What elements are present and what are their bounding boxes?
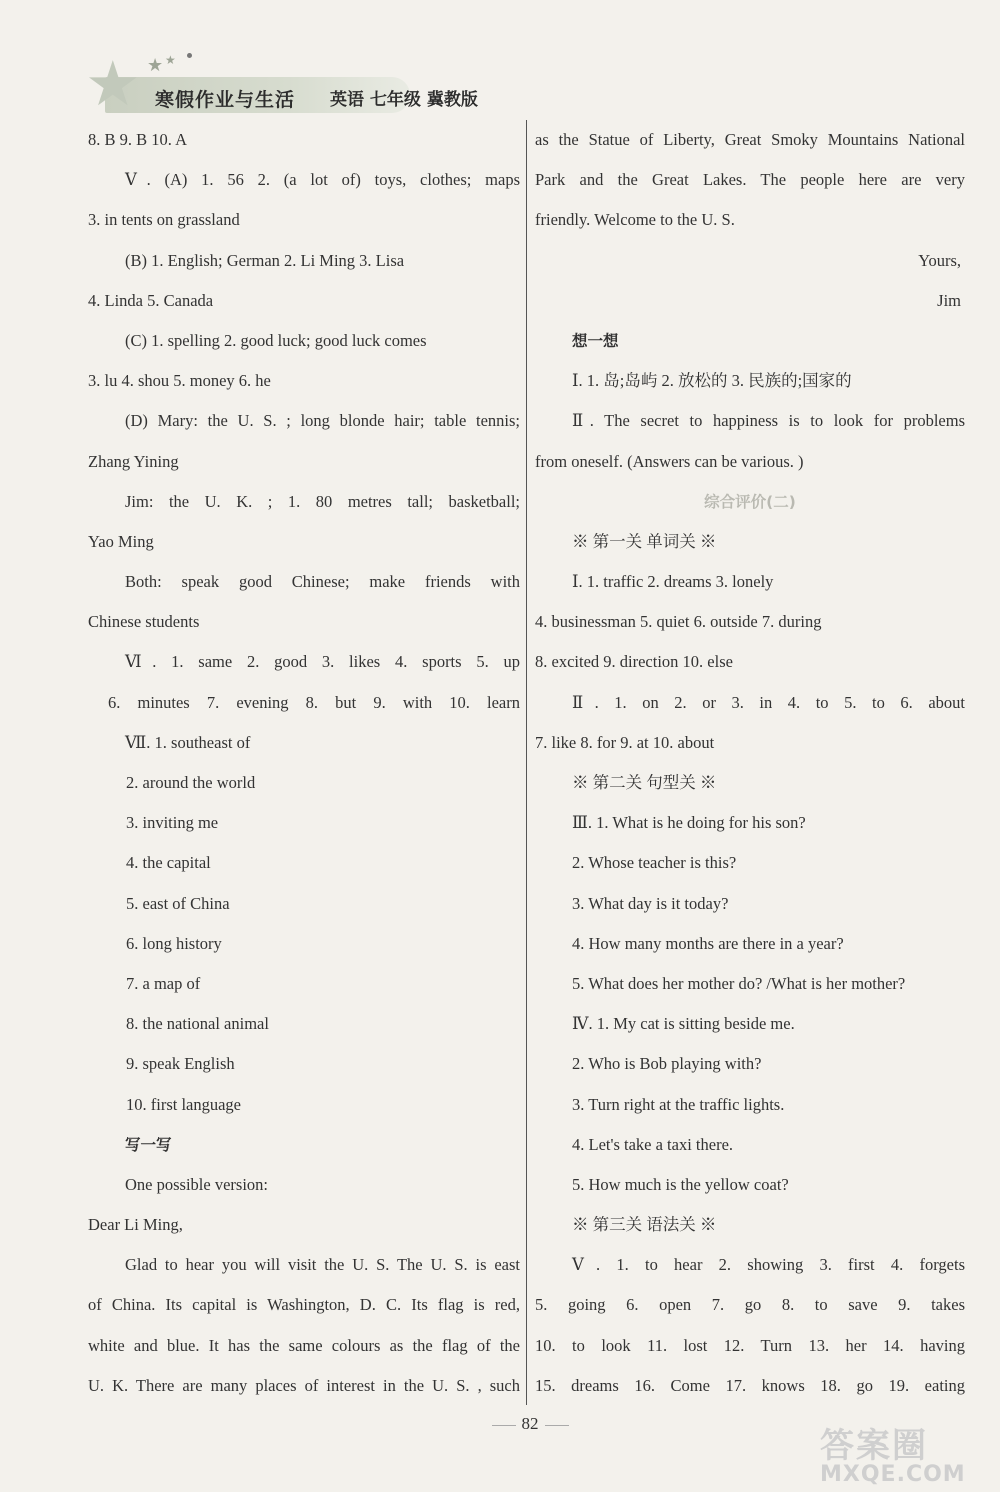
answer-line: 写一写 bbox=[125, 1135, 172, 1154]
answer-line: Park and the Great Lakes. The people here are very bbox=[535, 170, 965, 190]
answer-line: Zhang Yining bbox=[88, 451, 179, 471]
watermark-url: MXQE.COM bbox=[820, 1462, 966, 1487]
answer-line: 5. What does her mother do? /What is her mother? bbox=[572, 973, 906, 993]
answer-line: Chinese students bbox=[88, 612, 200, 632]
answer-line: Ⅰ. 1. 岛;岛屿 2. 放松的 3. 民族的;国家的 bbox=[572, 371, 852, 391]
answer-line: Ⅰ. 1. traffic 2. dreams 3. lonely bbox=[572, 572, 774, 592]
answer-line: 8. excited 9. direction 10. else bbox=[535, 652, 733, 672]
dot-icon bbox=[187, 53, 192, 58]
answer-line: 2. Who is Bob playing with? bbox=[572, 1054, 762, 1074]
answer-line: 10. first language bbox=[126, 1094, 242, 1114]
answer-line: 3. inviting me bbox=[126, 813, 219, 833]
answer-line: 5. east of China bbox=[126, 893, 230, 913]
answer-line: 7. a map of bbox=[126, 973, 201, 993]
star-icon: ★ bbox=[85, 51, 141, 119]
answer-line: 4. Let's take a taxi there. bbox=[572, 1134, 734, 1154]
answer-line: 5. going 6. open 7. go 8. to save 9. takes bbox=[535, 1295, 965, 1315]
page-number: 82 bbox=[470, 1414, 590, 1434]
answer-line: 4. the capital bbox=[126, 853, 211, 873]
answer-line: 8. the national animal bbox=[126, 1014, 269, 1034]
answer-line: (C) 1. spelling 2. good luck; good luck comes bbox=[125, 330, 427, 350]
watermark-text: 答案圈 bbox=[820, 1426, 928, 1466]
answer-line: ※ 第一关 单词关 ※ bbox=[572, 531, 717, 551]
answer-line: 2. around the world bbox=[126, 773, 256, 792]
answer-line: 6. minutes 7. evening 8. but 9. with 10. learn bbox=[108, 692, 520, 712]
left-column bbox=[88, 120, 520, 1406]
answer-line: (D) Mary: the U. S. ; long blonde hair; table tennis; bbox=[125, 411, 520, 431]
column-divider bbox=[526, 120, 527, 1405]
answer-line: Yao Ming bbox=[88, 531, 154, 551]
answer-line: 9. speak English bbox=[126, 1054, 235, 1074]
answer-line: 6. long history bbox=[126, 933, 222, 953]
answer-line: (B) 1. English; German 2. Li Ming 3. Lisa bbox=[125, 250, 405, 270]
answer-line: as the Statue of Liberty, Great Smoky Mountains National bbox=[535, 130, 965, 149]
answer-line: 综合评价(二) bbox=[704, 492, 796, 511]
small-star-icon: ★ bbox=[147, 55, 164, 75]
answer-line: Ⅵ. 1. same 2. good 3. likes 4. sports 5. up bbox=[125, 652, 520, 672]
answer-line: Jim: the U. K. ; 1. 80 metres tall; basketball; bbox=[125, 491, 520, 511]
answer-line: Ⅴ. (A) 1. 56 2. (a lot of) toys, clothes; maps bbox=[125, 170, 520, 190]
answer-line: friendly. Welcome to the U. S. bbox=[535, 210, 735, 230]
answer-line: U. K. There are many places of interest in the U. S. , such bbox=[88, 1375, 520, 1395]
answer-line: Ⅴ. 1. to hear 2. showing 3. first 4. forgets bbox=[572, 1255, 965, 1275]
answer-line: white and blue. It has the same colours as the flag of the bbox=[88, 1335, 520, 1355]
answer-line: 8. B 9. B 10. A bbox=[88, 130, 188, 149]
page-header bbox=[85, 51, 525, 125]
answer-line: Ⅲ. 1. What is he doing for his son? bbox=[572, 813, 806, 833]
answer-line: 4. businessman 5. quiet 6. outside 7. during bbox=[535, 612, 822, 632]
answer-line: Glad to hear you will visit the U. S. The U. S. is east bbox=[125, 1255, 520, 1275]
answer-line: Jim bbox=[937, 290, 961, 310]
answer-line: Ⅱ. The secret to happiness is to look for problems bbox=[572, 411, 965, 431]
answer-line: One possible version: bbox=[125, 1174, 268, 1194]
answer-line: 4. Linda 5. Canada bbox=[88, 290, 214, 310]
answer-line: 2. Whose teacher is this? bbox=[572, 853, 737, 873]
book-subtitle: 英语 七年级 冀教版 bbox=[330, 90, 478, 110]
answer-line: 3. Turn right at the traffic lights. bbox=[572, 1094, 785, 1114]
answer-line: Ⅳ. 1. My cat is sitting beside me. bbox=[572, 1014, 795, 1034]
answer-line: 15. dreams 16. Come 17. knows 18. go 19. eating bbox=[535, 1375, 965, 1395]
answer-line: 5. How much is the yellow coat? bbox=[572, 1174, 789, 1194]
answer-line: 10. to look 11. lost 12. Turn 13. her 14. having bbox=[535, 1335, 965, 1355]
watermark-logo bbox=[820, 1426, 990, 1487]
answer-line: Dear Li Ming, bbox=[88, 1215, 183, 1235]
answer-line: 3. lu 4. shou 5. money 6. he bbox=[88, 371, 271, 391]
answer-line: 3. What day is it today? bbox=[572, 893, 729, 913]
answer-line: 3. in tents on grassland bbox=[88, 210, 240, 230]
answer-line: Both: speak good Chinese; make friends with bbox=[125, 572, 520, 592]
answer-line: Ⅱ. 1. on 2. or 3. in 4. to 5. to 6. about bbox=[572, 692, 965, 712]
answer-line: Yours, bbox=[918, 250, 961, 270]
small-star-icon: ★ bbox=[165, 53, 176, 67]
answer-line: Ⅶ. 1. southeast of bbox=[125, 732, 251, 752]
answer-line: 想一想 bbox=[572, 331, 619, 350]
answer-line: ※ 第二关 句型关 ※ bbox=[572, 773, 717, 792]
right-column bbox=[535, 120, 965, 1406]
answer-line: ※ 第三关 语法关 ※ bbox=[572, 1215, 717, 1235]
answer-line: 4. How many months are there in a year? bbox=[572, 933, 844, 953]
book-title: 寒假作业与生活 bbox=[155, 89, 296, 111]
answer-line: of China. Its capital is Washington, D. C. Its flag is red, bbox=[88, 1295, 520, 1315]
answer-line: 7. like 8. for 9. at 10. about bbox=[535, 732, 715, 752]
answer-line: from oneself. (Answers can be various. ) bbox=[535, 451, 804, 471]
